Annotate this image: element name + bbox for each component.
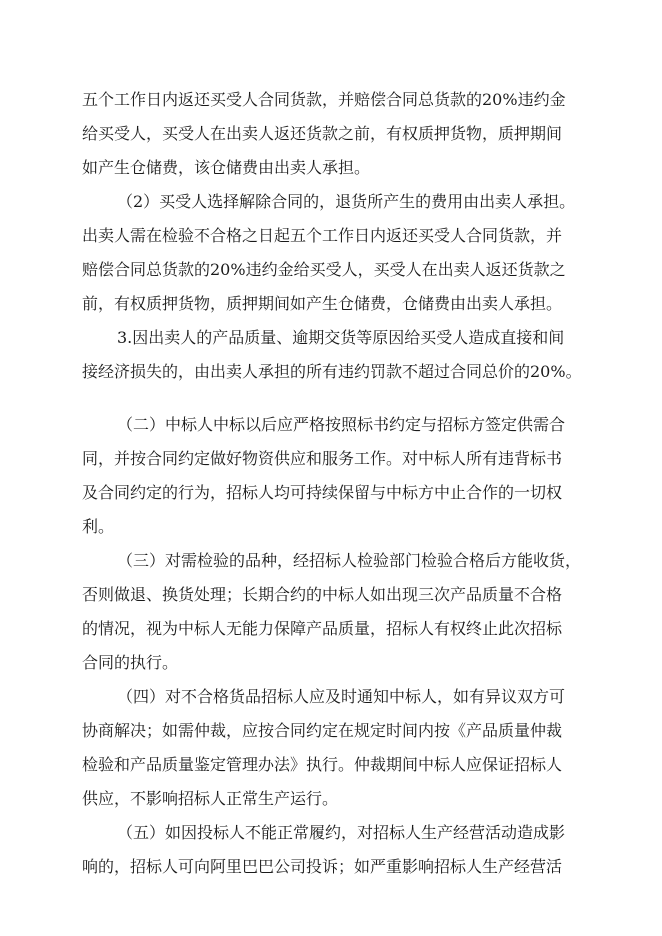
text-line: 赔偿合同总货款的20%违约金给买受人，买受人在出卖人返还货款之 (82, 260, 566, 279)
text-line: （二）中标人中标以后应严格按照标书约定与招标方签定供需合 (117, 415, 566, 434)
text-line: 五个工作日内返还买受人合同货款，并赔偿合同总货款的20%违约金 (82, 90, 566, 109)
text-line: 协商解决；如需仲裁，应按合同约定在规定时间内按《产品质量仲裁 (82, 721, 563, 740)
text-line: 接经济损失的，由出卖人承担的所有违约罚款不超过合同总价的20%。 (82, 362, 582, 381)
text-line: 3.因出卖人的产品质量、逾期交货等原因给买受人造成直接和间 (117, 328, 565, 347)
text-line: 如产生仓储费，该仓储费由出卖人承担。 (82, 158, 371, 177)
text-line: 响的，招标人可向阿里巴巴公司投诉；如严重影响招标人生产经营活 (82, 857, 563, 876)
text-line: 前，有权质押货物，质押期间如产生仓储费，仓储费由出卖人承担。 (82, 294, 563, 313)
text-line: （2）买受人选择解除合同的，退货所产生的费用由出卖人承担。 (117, 192, 576, 211)
text-line: 出卖人需在检验不合格之日起五个工作日内返还买受人合同货款，并 (82, 226, 563, 245)
text-line: （四）对不合格货品招标人应及时通知中标人，如有异议双方可 (117, 687, 566, 706)
text-line: 否则做退、换货处理；长期合约的中标人如出现三次产品质量不合格 (82, 585, 563, 604)
text-line: （五）如因投标人不能正常履约，对招标人生产经营活动造成影 (117, 823, 566, 842)
text-line: 给买受人，买受人在出卖人返还货款之前，有权质押货物，质押期间 (82, 124, 563, 143)
text-line: 检验和产品质量鉴定管理办法》执行。仲裁期间中标人应保证招标人 (82, 755, 563, 774)
text-line: （三）对需检验的品种，经招标人检验部门检验合格后方能收货， (117, 551, 582, 570)
text-line: 及合同约定的行为，招标人均可持续保留与中标方中止合作的一切权 (82, 483, 563, 502)
text-line: 同，并按合同约定做好物资供应和服务工作。对中标人所有违背标书 (82, 449, 563, 468)
text-line: 合同的执行。 (82, 653, 179, 672)
text-line: 的情况，视为中标人无能力保障产品质量，招标人有权终止此次招标 (82, 619, 563, 638)
text-line: 利。 (82, 517, 115, 536)
text-line: 供应，不影响招标人正常生产运行。 (82, 789, 339, 808)
